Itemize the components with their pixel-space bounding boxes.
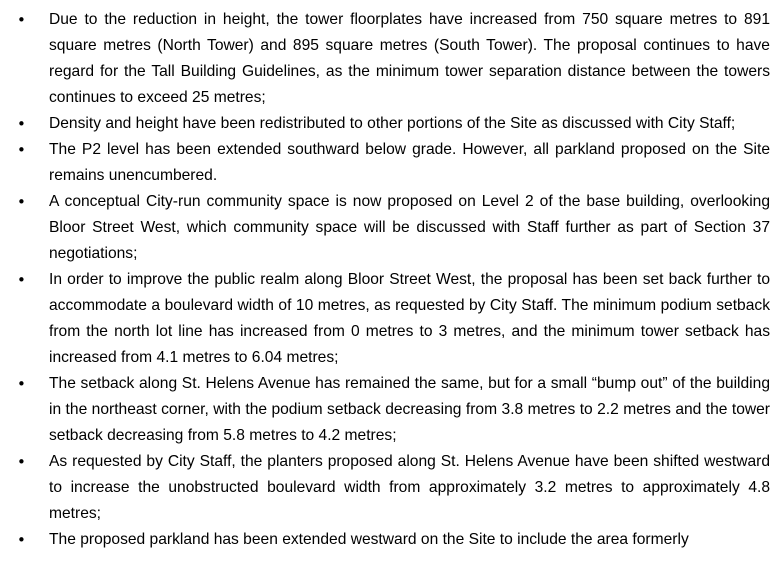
list-item xyxy=(0,137,780,189)
list-item xyxy=(0,267,780,371)
list-item xyxy=(0,7,780,111)
bullet-icon: • xyxy=(17,11,26,29)
list-item-text: In order to improve the public realm along Bloor Street West, the proposal has been set back further to accommodate a boulevard width of 10 metres, as requested by City Staff. The minimum podium setback from the north lot line has increased from 0 metres to 3 metres, and the minimum tower setback has increased from 4.1 metres to 6.04 metres; xyxy=(49,271,770,366)
list-item-text: A conceptual City-run community space is now proposed on Level 2 of the base building, overlooking Bloor Street West, which community space will be discussed with Staff further as part of Section 37 negotiations; xyxy=(49,193,770,262)
list-item xyxy=(0,449,780,527)
bullet-icon: • xyxy=(17,141,26,159)
bullet-icon: • xyxy=(17,531,26,549)
list-item xyxy=(0,527,780,553)
document-page xyxy=(0,7,780,553)
list-item-text: The P2 level has been extended southward below grade. However, all parkland proposed on the Site remains unencumbered. xyxy=(49,141,770,184)
list-item xyxy=(0,371,780,449)
list-item-text: Due to the reduction in height, the tower floorplates have increased from 750 square metres to 891 square metres (North Tower) and 895 square metres (South Tower). The proposal continues to have regard for the Tall Building Guidelines, as the minimum tower separation distance between the towers continues to exceed 25 metres; xyxy=(49,11,770,106)
bullet-icon: • xyxy=(17,271,26,289)
bullet-icon: • xyxy=(17,115,26,133)
list-item xyxy=(0,111,780,137)
list-item-text: As requested by City Staff, the planters proposed along St. Helens Avenue have been shifted westward to increase the unobstructed boulevard width from approximately 3.2 metres to approximately 4.8 metres; xyxy=(49,453,770,522)
list-item-text: The setback along St. Helens Avenue has remained the same, but for a small “bump out” of the building in the northeast corner, with the podium setback decreasing from 3.8 metres to 2.2 metres and the tower setback decreasing from 5.8 metres to 4.2 metres; xyxy=(49,375,770,444)
bullet-icon: • xyxy=(17,193,26,211)
list-item-text: The proposed parkland has been extended westward on the Site to include the area formerly xyxy=(49,531,689,548)
list-item-text: Density and height have been redistributed to other portions of the Site as discussed with City Staff; xyxy=(49,115,736,132)
bullet-icon: • xyxy=(17,453,26,471)
list-item xyxy=(0,189,780,267)
bullet-list xyxy=(0,7,780,553)
bullet-icon: • xyxy=(17,375,26,393)
